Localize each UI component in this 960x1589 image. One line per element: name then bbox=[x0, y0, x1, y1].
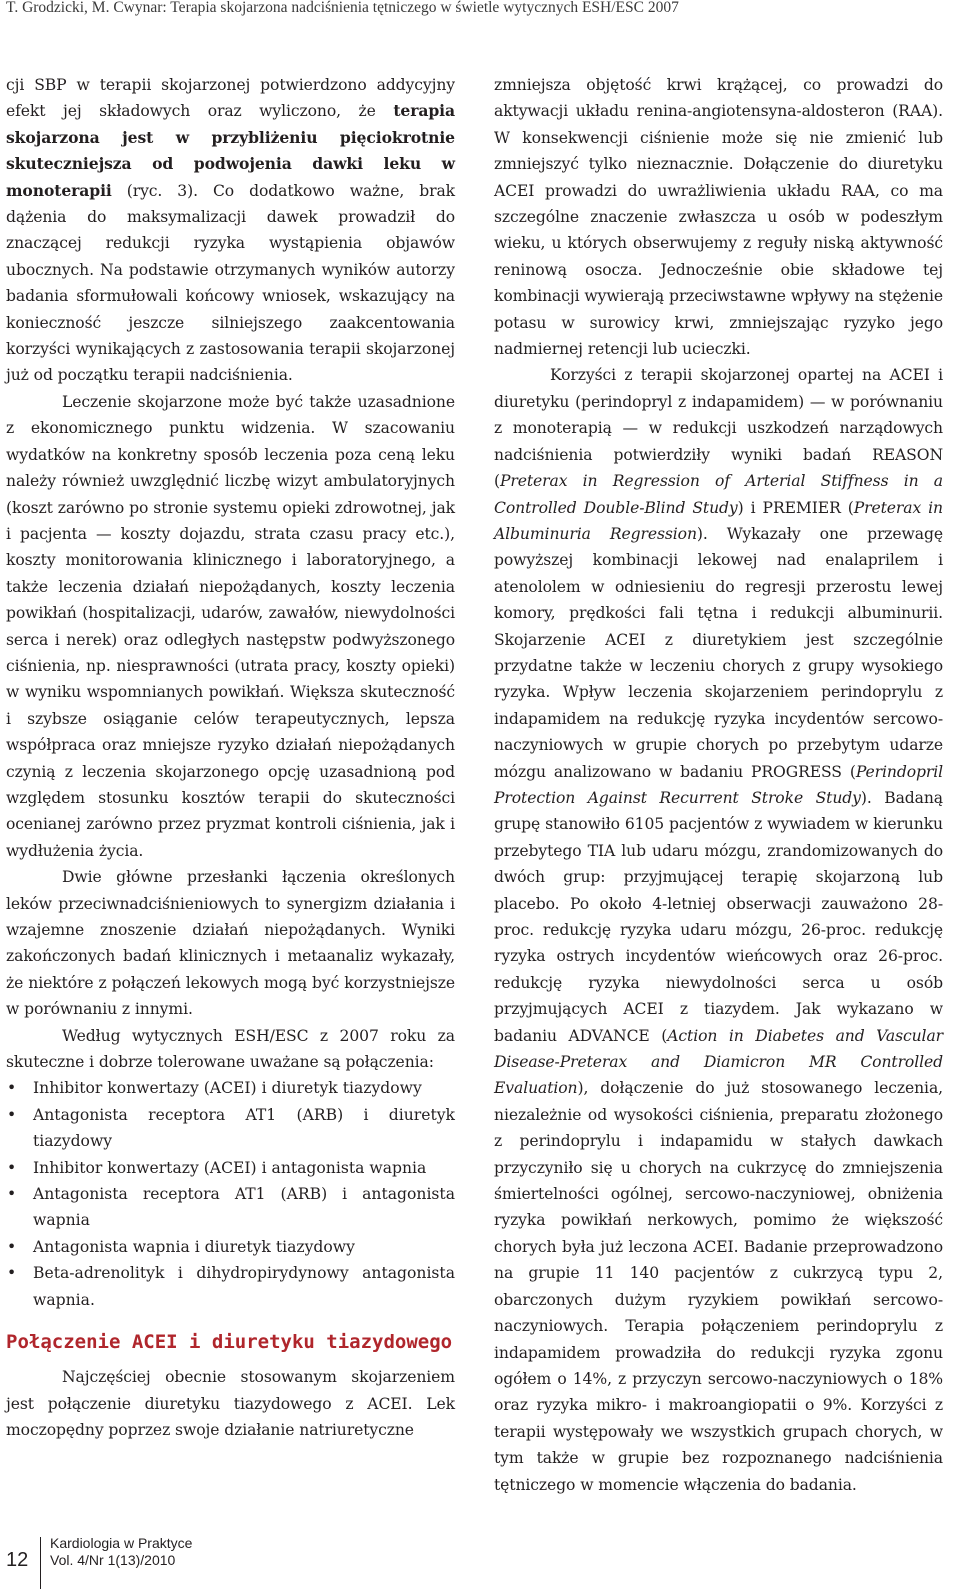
paragraph-right-1: zmniejsza objętość krwi krążącej, co prowadzi do aktywacji układu renina-angiotensyna-aldosteron (RAA). W konsekwencji ciśnienie może się nie zmienić lub zmniejszyć tylko nieznacznie. Dołączenie do diuretyku ACEI prowadzi do uwrażliwienia układu RAA, co ma szczególne znaczenie zwłaszcza u osób w podeszłym wieku, u których obserwujemy z reguły niską aktywność reninową osocza. Jednocześnie obie składowe tej kombinacji wywierają przeciwstawne wpływy na stężenie potasu w surowicy krwi, zmniejszając ryzyko jego nadmiernej retencji lub ucieczki. bbox=[494, 76, 943, 359]
trial-name-italic: Preterax in Regression of Arterial Stiffness in a Controlled Double-Blind Study bbox=[494, 472, 943, 517]
trial-name-italic: Action in Diabetes and Vascular Disease-Preterax and Diamicron MR Controlled Evaluation bbox=[494, 1026, 943, 1098]
list-item: • Antagonista wapnia i diuretyk tiazydowy bbox=[6, 1234, 455, 1260]
bullet-icon: • bbox=[7, 1079, 17, 1098]
list-item: • Beta-adrenolityk i dihydropirydynowy antagonista wapnia. bbox=[6, 1260, 455, 1313]
journal-title: Kardiologia w Praktyce bbox=[50, 1535, 193, 1551]
paragraph-right-2: Korzyści z terapii skojarzonej opartej na ACEI i diuretyku (perindopryl z indapamidem) — w porównaniu z monoterapią — w redukcji uszkodzeń narządowych nadciśnienia potwierdziły wyniki badań REASON (Preterax in Regression of Arterial Stiffness in a Controlled Double-Blind Study) i PREMIER (Preterax in Albuminuria Regression). Wykazały one przewagę powyższej kombinacji lekowej nad enalaprilem i atenololem w odniesieniu do regresji przerostu lewej komory, prędkości fali tętna i redukcji albuminurii. Skojarzenie ACEI z diuretykiem jest szczególnie przydatne także w leczeniu chorych z grupy wysokiego ryzyka. Wpływ leczenia skojarzeniem perindoprylu z indapamidem na redukcję ryzyka incydentów sercowo-naczyniowych w grupie chorych po przebytym udarze mózgu analizowano w badaniu PROGRESS (Perindopril Protection Against Recurrent Stroke Study). Badaną grupę stanowiło 6105 pacjentów z wywiadem w kierunku przebytego TIA lub udaru mózgu, zrandomizowanych do dwóch grup: przyjmującej terapię skojarzoną lub placebo. Po około 4-letniej obserwacji zauważono 28-proc. redukcję ryzyka udaru mózgu, 26-proc. redukcję ryzyka ostrych incydentów wieńcowych oraz 26-proc. redukcję ryzyka niewydolności serca u osób przyjmujących ACEI z tiazydem. Jak wykazano w badaniu ADVANCE (Action in Diabetes and Vascular Disease-Preterax and Diamicron MR Controlled Evaluation), dołączenie do już stosowanego leczenia, niezależnie od wysokości ciśnienia, preparatu złożonego z perindoprylu i indapamidu w stałych dawkach przyczyniło się u chorych na cukrzycę do zmniejszenia śmiertelności ogólnej, sercowo-naczyniowej, obniżenia ryzyka powikłań nerkowych, pomimo że większość chorych była już leczona ACEI. Badanie przeprowadzono na grupie 11 140 pacjentów z cukrzycą typu 2, obarczonych dużym ryzykiem powikłań sercowo-naczyniowych. Terapia połączeniem perindoprylu z indapamidem prowadziła do redukcji ryzyka zgonu ogółem o 14%, z przyczyn sercowo-naczyniowych o 18% oraz ryzyka mikro- i makroangiopatii o 9%. Korzyści z terapii występowały we wszystkich grupach chorych, w tym także w grupie bez rozpoznanego nadciśnienia tętniczego w momencie włączenia do badania. bbox=[494, 366, 944, 1494]
paragraph-left-5: Najczęściej obecnie stosowanym skojarzeniem jest połączenie diuretyku tiazydowego z ACEI. Lek moczopędny poprzez swoje działanie natriuretyczne bbox=[6, 1368, 455, 1439]
bullet-icon: • bbox=[7, 1105, 17, 1124]
paragraph-left-1: cji SBP w terapii skojarzonej potwierdzono addycyjny efekt jej składowych oraz wyliczono, że terapia skojarzona jest w przybliżeniu pięciokrotnie skuteczniejsza od podwojenia dawki leku w monoterapii (ryc. 3). Co dodatkowo ważne, brak dążenia do maksymalizacji dawek prowadził do znaczącej redukcji ryzyka wystąpienia objawów ubocznych. Na podstawie otrzymanych wyników autorzy badania sformułowali końcowy wniosek, wskazujący na konieczność jeszcze silniejszego zaakcentowania korzyści wynikających z zastosowania terapii skojarzonej już od początku terapii nadciśnienia. bbox=[6, 76, 455, 385]
bullet-icon: • bbox=[7, 1158, 17, 1177]
list-item: • Antagonista receptora AT1 (ARB) i antagonista wapnia bbox=[6, 1181, 455, 1234]
journal-issue: Vol. 4/Nr 1(13)/2010 bbox=[50, 1552, 176, 1568]
left-column bbox=[6, 72, 455, 1443]
section-heading: Połączenie ACEI i diuretyku tiazydowego bbox=[6, 1331, 453, 1354]
bullet-icon: • bbox=[7, 1185, 17, 1204]
footer-divider bbox=[40, 1537, 41, 1589]
journal-info bbox=[50, 1535, 192, 1569]
trial-name-italic: Perindopril Protection Against Recurrent Stroke Study bbox=[494, 762, 943, 807]
paragraph-left-3: Dwie główne przesłanki łączenia określonych leków przeciwnadciśnieniowych to synergizm działania i wzajemne znoszenie działań niepożądanych. Wyniki zakończonych badań klinicznych i metaanaliz wykazały, że niektóre z połączeń lekowych mogą być korzystniejsze w porównaniu z innymi. bbox=[6, 868, 455, 1019]
paragraph-left-4: Według wytycznych ESH/ESC z 2007 roku za skuteczne i dobrze tolerowane uważane są połączenia: bbox=[6, 1026, 455, 1072]
list-item: • Antagonista receptora AT1 (ARB) i diuretyk tiazydowy bbox=[6, 1102, 455, 1155]
list-item: • Inhibitor konwertazy (ACEI) i diuretyk tiazydowy bbox=[6, 1075, 455, 1101]
page-number: 12 bbox=[6, 1549, 29, 1571]
bullet-icon: • bbox=[7, 1264, 17, 1283]
bullet-icon: • bbox=[7, 1237, 17, 1256]
right-column bbox=[494, 72, 943, 1498]
combination-list bbox=[6, 1075, 455, 1313]
paragraph-left-2: Leczenie skojarzone może być także uzasadnione z ekonomicznego punktu widzenia. W szacowaniu wydatków na konkretny sposób leczenia poza ceną leku należy również uwzględnić liczbę wizyt ambulatoryjnych (koszt zarówno po stronie systemu opieki zdrowotnej, jak i pacjenta — koszty dojazdu, strata czasu pracy etc.), koszty monitorowania klinicznego i laboratoryjnego, a także leczenia działań niepożądanych, koszty leczenia powikłań (hospitalizacji, udarów, zawałów, niewydolności serca i nerek) oraz odległych następstw podwyższonego ciśnienia, np. niesprawności (utrata pracy, koszty opieki) w wyniku wspomnianych powikłań. Większa skuteczność i szybsze osiąganie celów terapeutycznych, lepsza współpraca oraz mniejsze ryzyko działań niepożądanych czynią z leczenia skojarzonego opcję uzasadnioną pod względem stosunku kosztów terapii do skuteczności ocenianej zarówno przez pryzmat kontroli ciśnienia, jak i wydłużenia życia. bbox=[6, 392, 455, 860]
running-head: T. Grodzicki, M. Cwynar: Terapia skojarzona nadciśnienia tętniczego w świetle wytycznych ESH/ESC 2007 bbox=[6, 0, 679, 16]
emphasis-bold: terapia skojarzona jest w przybliżeniu pięciokrotnie skuteczniejsza od podwojenia dawki leku w monoterapii bbox=[6, 101, 455, 200]
trial-name-italic: Preterax in Albuminuria Regression bbox=[494, 498, 943, 543]
list-item: • Inhibitor konwertazy (ACEI) i antagonista wapnia bbox=[6, 1155, 455, 1181]
